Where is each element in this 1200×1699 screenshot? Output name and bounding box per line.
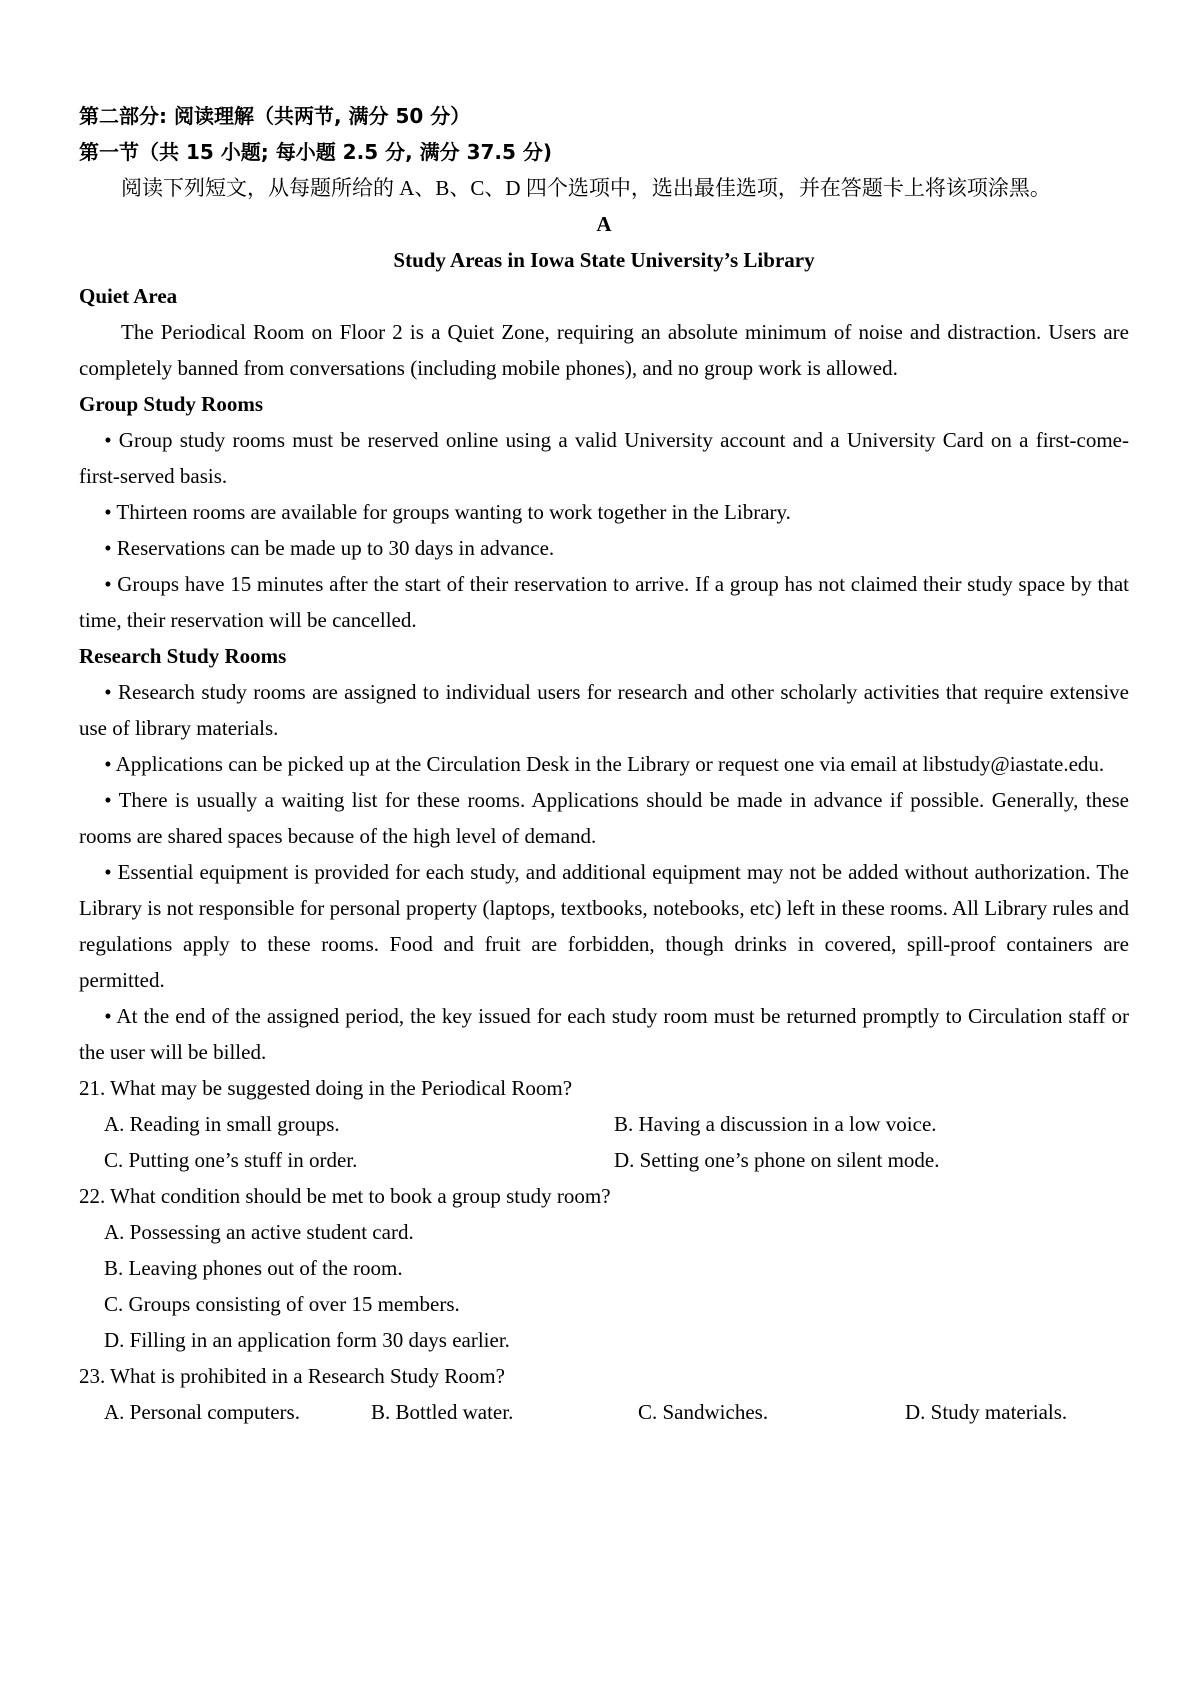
group-study-bullet: • Thirteen rooms are available for groups wanting to work together in the Library. xyxy=(104,500,791,524)
research-study-bullet: • At the end of the assigned period, the key issued for each study room must be returned promptly to Circulation staff or the user will be billed. xyxy=(79,1004,1129,1064)
option-a: A. Reading in small groups. xyxy=(104,1112,340,1136)
section-heading: 第一节（共 15 小题; 每小题 2.5 分, 满分 37.5 分) xyxy=(79,140,553,164)
question-stem: 23. What is prohibited in a Research Study Room? xyxy=(79,1364,505,1388)
passage-label: A xyxy=(596,212,612,236)
option-b: B. Having a discussion in a low voice. xyxy=(614,1112,937,1136)
section-heading-research-study-rooms: Research Study Rooms xyxy=(79,644,287,668)
part-heading: 第二部分: 阅读理解（共两节, 满分 50 分） xyxy=(79,104,471,128)
option-b: B. Bottled water. xyxy=(371,1400,514,1424)
section-research-study-rooms xyxy=(79,638,1129,1070)
option-row xyxy=(79,1394,1129,1430)
option-a: A. Personal computers. xyxy=(104,1400,300,1424)
question-22 xyxy=(79,1178,1129,1358)
quiet-area-paragraph: The Periodical Room on Floor 2 is a Quiet Zone, requiring an absolute minimum of noise and distraction. Users are completely banned from conversations (including mobile phones), and no group work is allowed. xyxy=(79,320,1129,380)
research-study-bullet: • Research study rooms are assigned to individual users for research and other scholarly activities that require extensive use of library materials. xyxy=(79,680,1129,740)
group-study-bullet: • Group study rooms must be reserved online using a valid University account and a University Card on a first-come-first-served basis. xyxy=(79,428,1129,488)
option-row xyxy=(79,1142,1129,1178)
option-c: C. Groups consisting of over 15 members. xyxy=(104,1292,460,1316)
option-row xyxy=(79,1106,1129,1142)
research-study-bullet: • Applications can be picked up at the Circulation Desk in the Library or request one via email at libstudy@iastate.edu. xyxy=(104,752,1105,776)
option-a: A. Possessing an active student card. xyxy=(104,1220,414,1244)
research-study-bullet: • Essential equipment is provided for each study, and additional equipment may not be added without authorization. The Library is not responsible for personal property (laptops, textbooks, notebooks, etc) left in these rooms. All Library rules and regulations apply to these rooms. Food and fruit are forbidden, though drinks in covered, spill-proof containers are permitted. xyxy=(79,860,1129,992)
section-heading-group-study-rooms: Group Study Rooms xyxy=(79,392,263,416)
question-stem: 22. What condition should be met to book a group study room? xyxy=(79,1184,611,1208)
page-content xyxy=(79,98,1129,1430)
question-23 xyxy=(79,1358,1129,1430)
section-quiet-area xyxy=(79,278,1129,386)
section-group-study-rooms xyxy=(79,386,1129,638)
question-21 xyxy=(79,1070,1129,1178)
option-c: C. Sandwiches. xyxy=(638,1400,769,1424)
research-study-bullet: • There is usually a waiting list for these rooms. Applications should be made in advance if possible. Generally, these rooms are shared spaces because of the high level of demand. xyxy=(79,788,1129,848)
group-study-bullet: • Reservations can be made up to 30 days in advance. xyxy=(104,536,555,560)
option-c: C. Putting one’s stuff in order. xyxy=(104,1148,358,1172)
question-stem: 21. What may be suggested doing in the Periodical Room? xyxy=(79,1076,573,1100)
group-study-bullet: • Groups have 15 minutes after the start of their reservation to arrive. If a group has not claimed their study space by that time, their reservation will be cancelled. xyxy=(79,572,1129,632)
option-b: B. Leaving phones out of the room. xyxy=(104,1256,403,1280)
section-heading-quiet-area: Quiet Area xyxy=(79,284,178,308)
option-d: D. Filling in an application form 30 days earlier. xyxy=(104,1328,510,1352)
instructions: 阅读下列短文，从每题所给的 A、B、C、D 四个选项中，选出最佳选项，并在答题卡上将该项涂黑。 xyxy=(121,176,1051,200)
option-d: D. Study materials. xyxy=(905,1400,1068,1424)
option-d: D. Setting one’s phone on silent mode. xyxy=(614,1148,940,1172)
passage-title: Study Areas in Iowa State University’s Library xyxy=(393,248,815,272)
